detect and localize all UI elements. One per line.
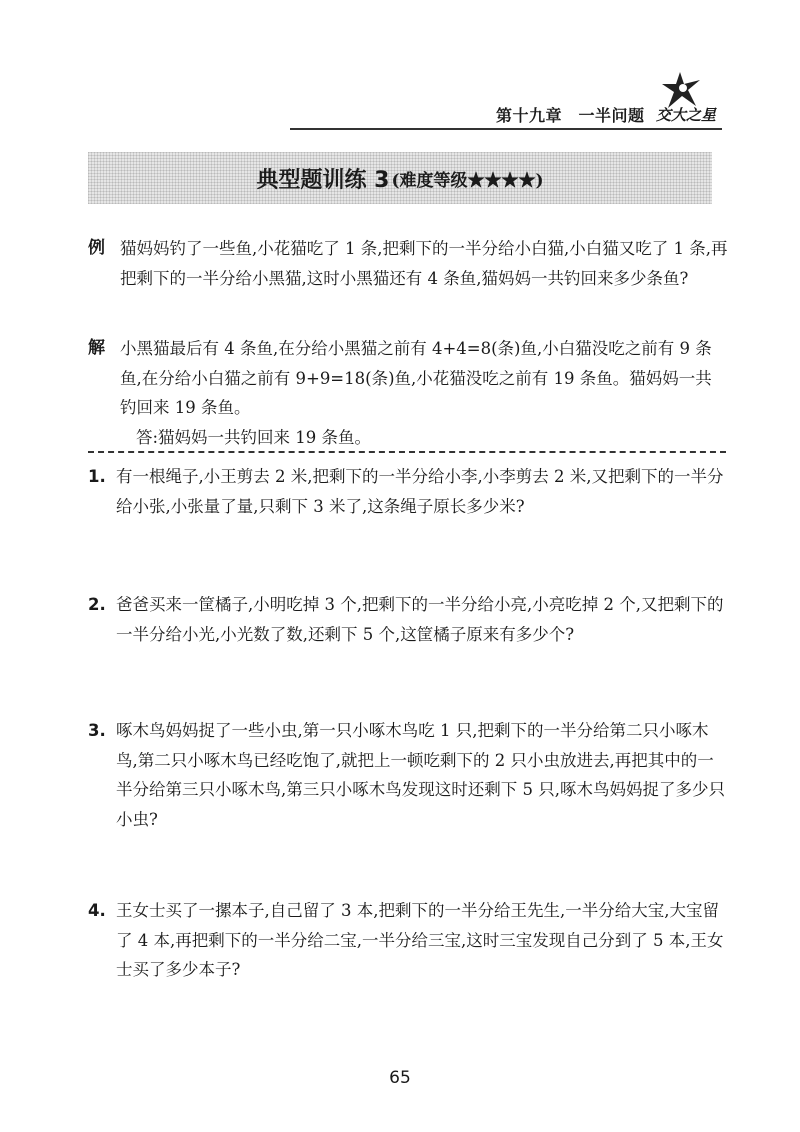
page-number: 65 — [389, 1068, 411, 1088]
question-number: 2. — [88, 595, 106, 614]
chapter-title: 第十九章 一半问题 — [496, 106, 645, 125]
difficulty-label: (难度等级★★★★) — [391, 170, 544, 191]
question-number: 3. — [88, 721, 106, 740]
example-block — [88, 234, 728, 293]
section-title: 典型题训练 3 — [256, 167, 390, 193]
question-1 — [88, 462, 728, 521]
question-2 — [88, 590, 728, 649]
dashed-divider — [88, 451, 726, 453]
question-text: 啄木鸟妈妈捉了一些小虫,第一只小啄木鸟吃 1 只,把剩下的一半分给第二只小啄木鸟,第二只小啄木鸟已经吃饱了,就把上一顿吃剩下的 2 只小虫放进去,再把其中的一半分给第三只小啄木鸟,第三只小啄木鸟发现这时还剩下 5 只,啄木鸟妈妈捉了多少只小虫? — [116, 721, 725, 829]
solution-block — [88, 334, 728, 452]
brand-logo-text: 交大之星 — [656, 106, 717, 124]
question-number: 4. — [88, 901, 106, 920]
question-text: 王女士买了一摞本子,自己留了 3 本,把剩下的一半分给王先生,一半分给大宝,大宝留了 4 本,再把剩下的一半分给二宝,一半分给三宝,这时三宝发现自己分到了 5 本,王女士买了多少本子? — [116, 901, 724, 979]
section-title-banner — [88, 152, 712, 204]
solution-text: 小黑猫最后有 4 条鱼,在分给小黑猫之前有 4+4=8(条)鱼,小白猫没吃之前有 9 条鱼,在分给小白猫之前有 9+9=18(条)鱼,小花猫没吃之前有 19 条鱼。猫妈妈一共钓回来 19 条鱼。 — [120, 339, 712, 417]
solution-answer: 答:猫妈妈一共钓回来 19 条鱼。 — [136, 427, 372, 447]
question-3 — [88, 716, 728, 834]
question-4 — [88, 896, 728, 985]
question-text: 爸爸买来一筐橘子,小明吃掉 3 个,把剩下的一半分给小亮,小亮吃掉 2 个,又把剩下的一半分给小光,小光数了数,还剩下 5 个,这筐橘子原来有多少个? — [116, 595, 724, 644]
solution-tag: 解 — [88, 338, 105, 358]
example-text: 猫妈妈钓了一些鱼,小花猫吃了 1 条,把剩下的一半分给小白猫,小白猫又吃了 1 条,再把剩下的一半分给小黑猫,这时小黑猫还有 4 条鱼,猫妈妈一共钓回来多少条鱼? — [120, 239, 728, 288]
question-number: 1. — [88, 467, 106, 486]
header-divider — [290, 128, 722, 130]
example-tag: 例 — [88, 238, 105, 258]
question-text: 有一根绳子,小王剪去 2 米,把剩下的一半分给小李,小李剪去 2 米,又把剩下的一半分给小张,小张量了量,只剩下 3 米了,这条绳子原长多少米? — [116, 467, 724, 516]
